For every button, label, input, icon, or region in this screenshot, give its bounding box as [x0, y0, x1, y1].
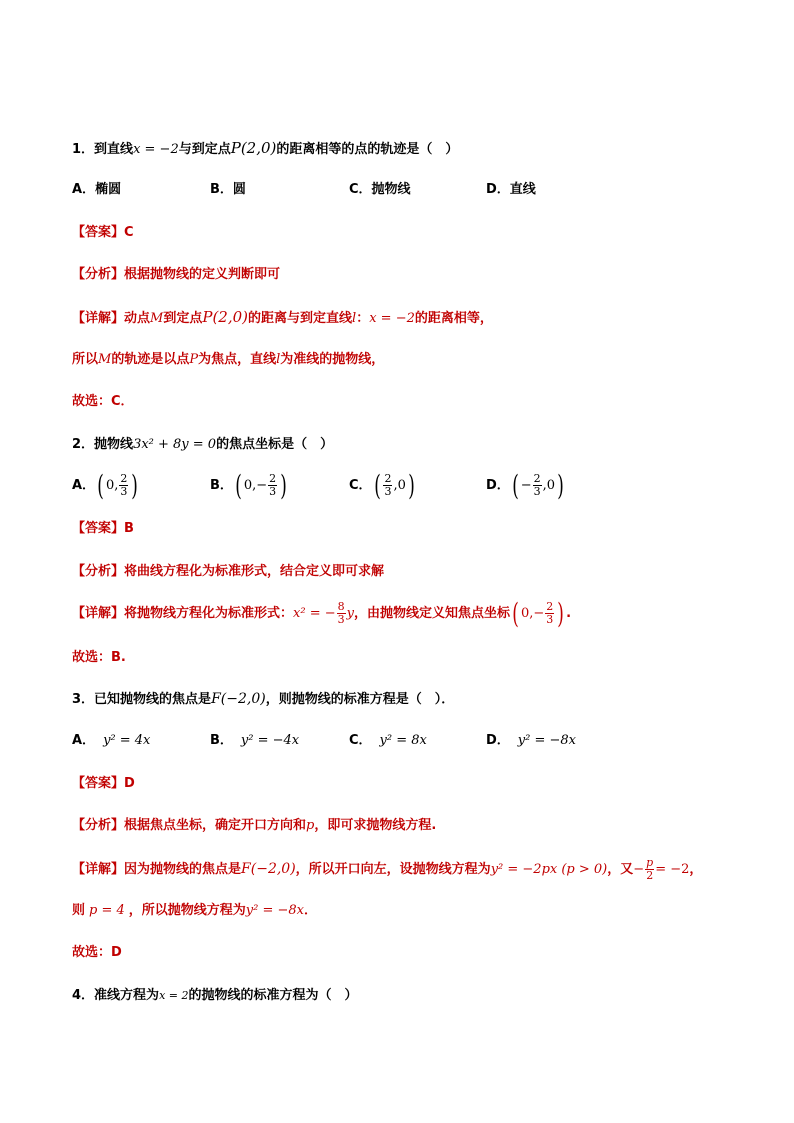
detail-text: 的轨迹是以点 — [111, 352, 190, 367]
option-letter: D． — [486, 182, 510, 197]
q3-number: 3． — [72, 692, 95, 707]
left-paren: ( — [512, 596, 519, 630]
math-var: l — [276, 352, 281, 367]
right-paren: ) — [557, 596, 564, 630]
detail-text: ： — [356, 311, 370, 326]
q3-stem — [72, 689, 454, 710]
option-letter: D． — [486, 733, 510, 748]
math-equation-pre: x² = − — [293, 606, 336, 621]
detail-text: ． — [304, 903, 318, 918]
denominator: 3 — [269, 485, 277, 498]
math-point: P(2,0) — [202, 308, 249, 326]
q1-analysis: 【分析】根据抛物线的定义判断即可 — [72, 267, 281, 282]
option-equation: y² = −4x — [240, 733, 300, 748]
option-letter: D． — [486, 478, 510, 493]
math-var: M — [150, 311, 164, 326]
q1-detail — [72, 307, 493, 329]
q2-stem-text-2: 的焦点坐标是（ ） — [216, 437, 334, 452]
math-equation-post: y — [346, 606, 354, 621]
q1-number: 1． — [72, 142, 95, 157]
coord-post: ,0 — [542, 478, 556, 493]
q1-answer: 【答案】C — [72, 225, 134, 240]
q1-stem — [72, 138, 458, 160]
analysis-text: 【分析】根据焦点坐标，确定开口方向和 — [72, 818, 307, 833]
q1-stem-text: 到直线 — [94, 142, 134, 157]
option-equation: y² = 8x — [379, 733, 427, 748]
analysis-text: ，即可求抛物线方程. — [314, 818, 437, 833]
option-equation: y² = 4x — [103, 733, 151, 748]
numerator: 2 — [546, 600, 554, 613]
q4-stem-text: 准线方程为 — [94, 988, 160, 1003]
q1-stem-point: P(2,0) — [230, 139, 277, 157]
detail-text: ，由抛物线定义知焦点坐标 — [353, 606, 510, 621]
numerator: 2 — [120, 472, 128, 485]
denominator: 3 — [384, 485, 392, 498]
right-paren: ) — [131, 468, 139, 502]
math-var: P — [189, 352, 199, 367]
detail-text: 动点 — [124, 311, 151, 326]
detail-text: ，所以开口向左，设抛物线方程为 — [295, 862, 491, 877]
math-sign: − — [633, 862, 645, 877]
fraction — [119, 473, 128, 498]
fraction — [383, 473, 392, 498]
detail-text: 则 — [72, 903, 86, 918]
option-text: 圆 — [232, 182, 246, 197]
coord-pre: 0,− — [243, 478, 268, 493]
q2-option-c — [349, 468, 417, 504]
q3-option-b — [210, 731, 299, 751]
q2-option-b — [210, 468, 289, 504]
coord-pre: 0,− — [520, 606, 545, 621]
q2-conclusion: 故选：B. — [72, 650, 126, 665]
q3-detail-2 — [72, 901, 317, 921]
q2-stem-text: 抛物线 — [94, 437, 134, 452]
detail-text: . — [566, 606, 572, 621]
detail-text: 到定点 — [163, 311, 203, 326]
q1-options — [72, 180, 712, 200]
q3-answer: 【答案】D — [72, 776, 135, 791]
right-paren: ) — [557, 468, 564, 502]
option-letter: B． — [210, 478, 233, 493]
detail-text: 为准线的抛物线， — [280, 352, 385, 367]
detail-text: ， — [689, 862, 703, 877]
fraction — [337, 601, 346, 626]
math-equation-post: = −2 — [655, 862, 690, 877]
q3-stem-text: 已知抛物线的焦点是 — [94, 692, 212, 707]
q3-option-d — [486, 731, 576, 751]
fraction — [545, 601, 554, 626]
option-letter: C． — [349, 733, 372, 748]
denominator: 3 — [533, 485, 541, 498]
math-point: F(−2,0) — [241, 861, 296, 877]
q2-answer: 【答案】B — [72, 521, 134, 536]
math-equation: p = 4 — [89, 903, 125, 918]
q4-stem-text-2: 的抛物线的标准方程为（ ） — [188, 988, 358, 1003]
q2-number: 2． — [72, 437, 95, 452]
right-paren: ) — [408, 468, 415, 502]
q4-stem-equation: x = 2 — [159, 989, 189, 1002]
detail-text: 为焦点，直线 — [198, 352, 277, 367]
denominator: 3 — [120, 485, 128, 498]
detail-text: 将抛物线方程化为标准形式： — [124, 606, 294, 621]
denominator: 2 — [646, 869, 654, 882]
q1-option-d — [486, 180, 536, 200]
detail-text: ，所以抛物线方程为 — [128, 903, 246, 918]
option-letter: C． — [349, 182, 372, 197]
math-var: l — [352, 311, 357, 326]
q2-analysis: 【分析】将曲线方程化为标准形式，结合定义即可求解 — [72, 564, 385, 579]
q3-options — [72, 731, 712, 751]
math-equation: y² = −8x — [245, 903, 304, 918]
fraction — [533, 473, 542, 498]
detail-text: 所以 — [72, 352, 99, 367]
q1-detail-2 — [72, 350, 384, 370]
q3-stem-point: F(−2,0) — [211, 691, 266, 707]
q1-option-c — [349, 180, 411, 200]
q2-option-d — [486, 468, 566, 504]
detail-text: 因为抛物线的焦点是 — [124, 862, 242, 877]
left-paren: ( — [511, 468, 519, 502]
coord-post: ,0 — [393, 478, 406, 493]
option-letter: B． — [210, 182, 233, 197]
detail-text: ，又 — [607, 862, 634, 877]
detail-text: 的距离与到定直线 — [248, 311, 353, 326]
numerator: 8 — [337, 600, 345, 613]
denominator: 3 — [546, 613, 554, 626]
q3-conclusion: 故选：D — [72, 945, 122, 960]
q4-number: 4． — [72, 988, 95, 1003]
numerator: 2 — [269, 472, 277, 485]
numerator: 2 — [533, 472, 541, 485]
option-letter: A． — [72, 733, 96, 748]
numerator: 2 — [384, 472, 392, 485]
option-text: 抛物线 — [371, 182, 411, 197]
option-letter: A． — [72, 478, 96, 493]
q3-option-c — [349, 731, 427, 751]
q3-detail — [72, 851, 702, 889]
option-text: 椭圆 — [95, 182, 122, 197]
fraction — [268, 473, 277, 498]
fraction — [645, 857, 654, 882]
q1-option-b — [210, 180, 246, 200]
detail-tag: 【详解】 — [72, 606, 125, 621]
q1-stem-text-3: 的距离相等的点的轨迹是（ ） — [276, 142, 459, 157]
q2-detail — [72, 596, 571, 634]
detail-tag: 【详解】 — [72, 862, 125, 877]
q1-stem-equation: x = −2 — [133, 142, 179, 157]
left-paren: ( — [235, 468, 242, 502]
q1-conclusion: 故选：C． — [72, 394, 134, 409]
left-paren: ( — [97, 468, 104, 502]
coord-pre: 0, — [106, 478, 119, 493]
math-equation: x = −2 — [369, 311, 415, 326]
option-equation: y² = −8x — [517, 733, 577, 748]
left-paren: ( — [373, 468, 381, 502]
q2-options — [72, 468, 712, 506]
q3-stem-text-2: ，则抛物线的标准方程是（ ）． — [265, 692, 455, 707]
coord-pre: − — [520, 478, 532, 493]
numerator: p — [646, 856, 654, 869]
denominator: 3 — [337, 613, 345, 626]
q2-stem — [72, 435, 333, 455]
q3-analysis — [72, 816, 436, 836]
math-equation: y² = −2px (p > 0) — [490, 862, 608, 877]
option-letter: B． — [210, 733, 233, 748]
right-paren: ) — [280, 468, 287, 502]
q1-stem-text-2: 与到定点 — [178, 142, 231, 157]
math-var: M — [98, 352, 112, 367]
q3-option-a — [72, 731, 150, 751]
option-letter: C． — [349, 478, 372, 493]
math-var: p — [306, 818, 315, 833]
option-text: 直线 — [509, 182, 536, 197]
q4-stem — [72, 986, 358, 1006]
detail-text: 的距离相等， — [414, 311, 493, 326]
q2-stem-equation: 3x² + 8y = 0 — [133, 437, 217, 452]
option-letter: A． — [72, 182, 96, 197]
detail-tag: 【详解】 — [72, 311, 125, 326]
q1-option-a — [72, 180, 121, 200]
q2-option-a — [72, 468, 140, 504]
